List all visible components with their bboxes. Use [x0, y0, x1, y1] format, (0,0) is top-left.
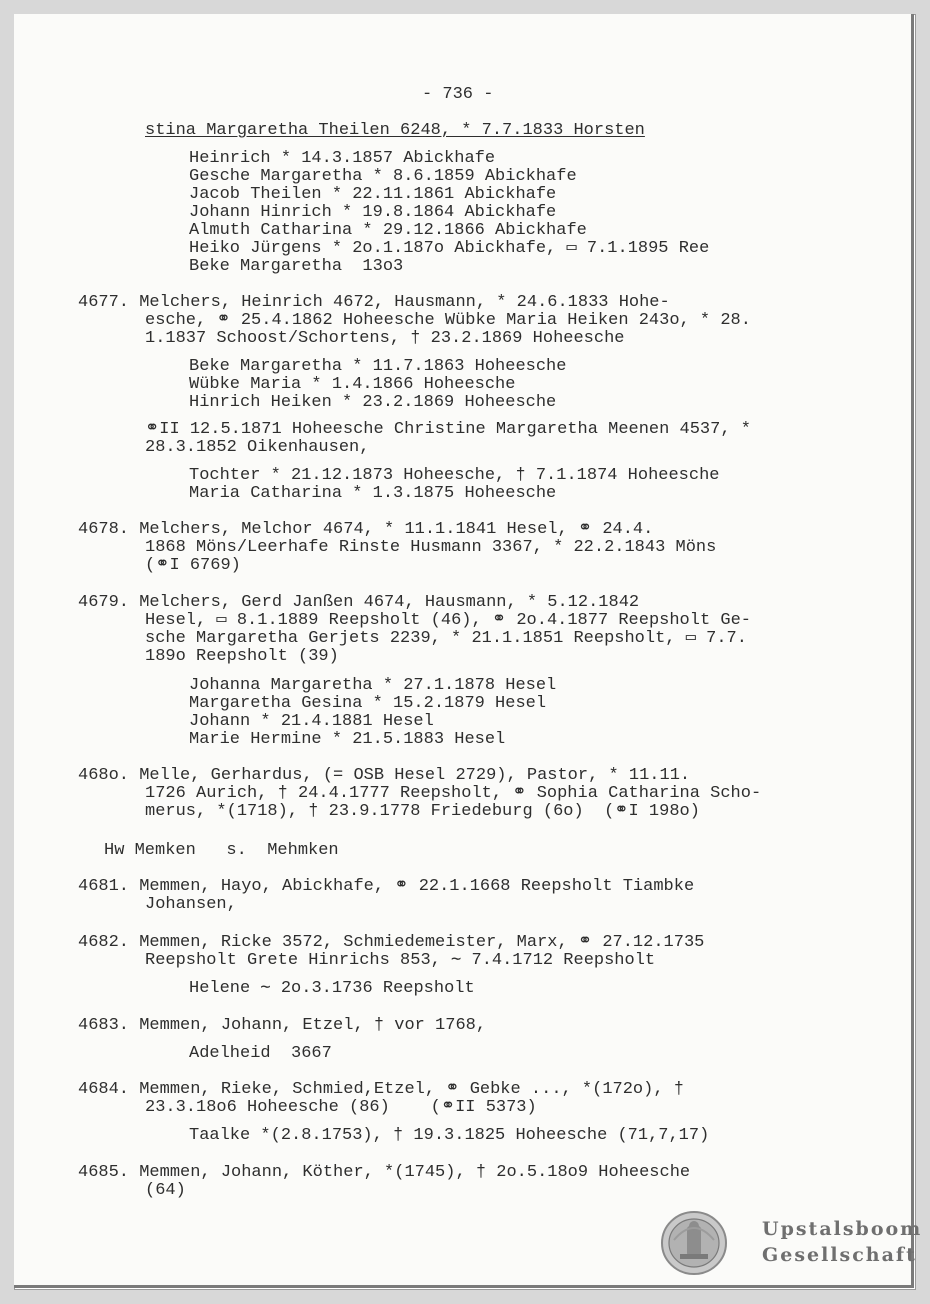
child-line: Wübke Maria * 1.4.1866 Hoheesche: [189, 375, 516, 394]
child-line: Beke Margaretha 13o3: [189, 257, 404, 276]
child-line: Tochter * 21.12.1873 Hoheesche, † 7.1.1874 Hoheesche: [189, 466, 720, 485]
cross-reference: Hw Memken s. Mehmken: [104, 841, 339, 860]
entry-4684-line1: 4684. Memmen, Rieke, Schmied,Etzel, ⚭ Gebke ..., *(172o), †: [78, 1080, 684, 1099]
child-line: Taalke *(2.8.1753), † 19.3.1825 Hoheesche (71,7,17): [189, 1126, 710, 1145]
entry-4679-line4: 189o Reepsholt (39): [145, 647, 339, 666]
entry-4679-line2: Hesel, ▭ 8.1.1889 Reepsholt (46), ⚭ 2o.4.1877 Reepsholt Ge-: [145, 611, 751, 630]
child-line: Beke Margaretha * 11.7.1863 Hoheesche: [189, 357, 567, 376]
entry-4684-line2: 23.3.18o6 Hoheesche (86) (⚭II 5373): [145, 1098, 537, 1117]
page-number: - 736 -: [422, 85, 494, 104]
entry-4677-line3: 1.1837 Schoost/Schortens, † 23.2.1869 Hoheesche: [145, 329, 625, 348]
second-marriage-line2: 28.3.1852 Oikenhausen,: [145, 438, 370, 457]
seal-icon: [660, 1210, 728, 1276]
child-line: Almuth Catharina * 29.12.1866 Abickhafe: [189, 221, 587, 240]
child-line: Johanna Margaretha * 27.1.1878 Hesel: [189, 676, 557, 695]
child-line: Margaretha Gesina * 15.2.1879 Hesel: [189, 694, 547, 713]
entry-4677-line1: 4677. Melchers, Heinrich 4672, Hausmann, * 24.6.1833 Hohe-: [78, 293, 670, 312]
entry-4678-line2: 1868 Möns/Leerhafe Rinste Husmann 3367, * 22.2.1843 Möns: [145, 538, 717, 557]
entry-4679-line1: 4679. Melchers, Gerd Janßen 4674, Hausmann, * 5.12.1842: [78, 593, 640, 612]
entry-4681-line2: Johansen,: [145, 895, 237, 914]
child-line: Johann Hinrich * 19.8.1864 Abickhafe: [189, 203, 557, 222]
entry-4682-line2: Reepsholt Grete Hinrichs 853, ∼ 7.4.1712 Reepsholt: [145, 951, 656, 970]
entry-4685-line2: (64): [145, 1181, 186, 1200]
child-line: Helene ∼ 2o.3.1736 Reepsholt: [189, 979, 475, 998]
child-line: Gesche Margaretha * 8.6.1859 Abickhafe: [189, 167, 577, 186]
child-line: Adelheid 3667: [189, 1044, 332, 1063]
child-line: Marie Hermine * 21.5.1883 Hesel: [189, 730, 506, 749]
society-seal-logo: [660, 1210, 748, 1276]
entry-4681-line1: 4681. Memmen, Hayo, Abickhafe, ⚭ 22.1.1668 Reepsholt Tiambke: [78, 877, 695, 896]
text-line: stina Margaretha Theilen 6248, * 7.7.1833 Horsten: [145, 121, 645, 140]
second-marriage-line1: ⚭II 12.5.1871 Hoheesche Christine Margaretha Meenen 4537, *: [145, 420, 751, 439]
child-line: Heiko Jürgens * 2o.1.187o Abickhafe, ▭ 7.1.1895 Ree: [189, 239, 710, 258]
entry-4680-line2: 1726 Aurich, † 24.4.1777 Reepsholt, ⚭ Sophia Catharina Scho-: [145, 784, 762, 803]
child-line: Heinrich * 14.3.1857 Abickhafe: [189, 149, 496, 168]
entry-4683-line1: 4683. Memmen, Johann, Etzel, † vor 1768,: [78, 1016, 487, 1035]
child-line: Jacob Theilen * 22.11.1861 Abickhafe: [189, 185, 557, 204]
entry-4677-line2: esche, ⚭ 25.4.1862 Hoheesche Wübke Maria Heiken 243o, * 28.: [145, 311, 751, 330]
entry-4679-line3: sche Margaretha Gerjets 2239, * 21.1.1851 Reepsholt, ▭ 7.7.: [145, 629, 747, 648]
entry-4685-line1: 4685. Memmen, Johann, Köther, *(1745), † 2o.5.18o9 Hoheesche: [78, 1163, 691, 1182]
entry-4680-line1: 468o. Melle, Gerhardus, (= OSB Hesel 2729), Pastor, * 11.11.: [78, 766, 691, 785]
child-line: Johann * 21.4.1881 Hesel: [189, 712, 434, 731]
logo-text-line1: Upstalsboom: [762, 1218, 923, 1240]
entry-4682-line1: 4682. Memmen, Ricke 3572, Schmiedemeister, Marx, ⚭ 27.12.1735: [78, 933, 705, 952]
entry-4678-line3: (⚭I 6769): [145, 556, 241, 575]
entry-4680-line3: merus, *(1718), † 23.9.1778 Friedeburg (6o) (⚭I 198o): [145, 802, 700, 821]
entry-4678-line1: 4678. Melchers, Melchor 4674, * 11.1.1841 Hesel, ⚭ 24.4.: [78, 520, 654, 539]
child-line: Maria Catharina * 1.3.1875 Hoheesche: [189, 484, 557, 503]
logo-text-line2: Gesellschaft: [762, 1244, 917, 1266]
document-page: [14, 14, 923, 1288]
child-line: Hinrich Heiken * 23.2.1869 Hoheesche: [189, 393, 557, 412]
